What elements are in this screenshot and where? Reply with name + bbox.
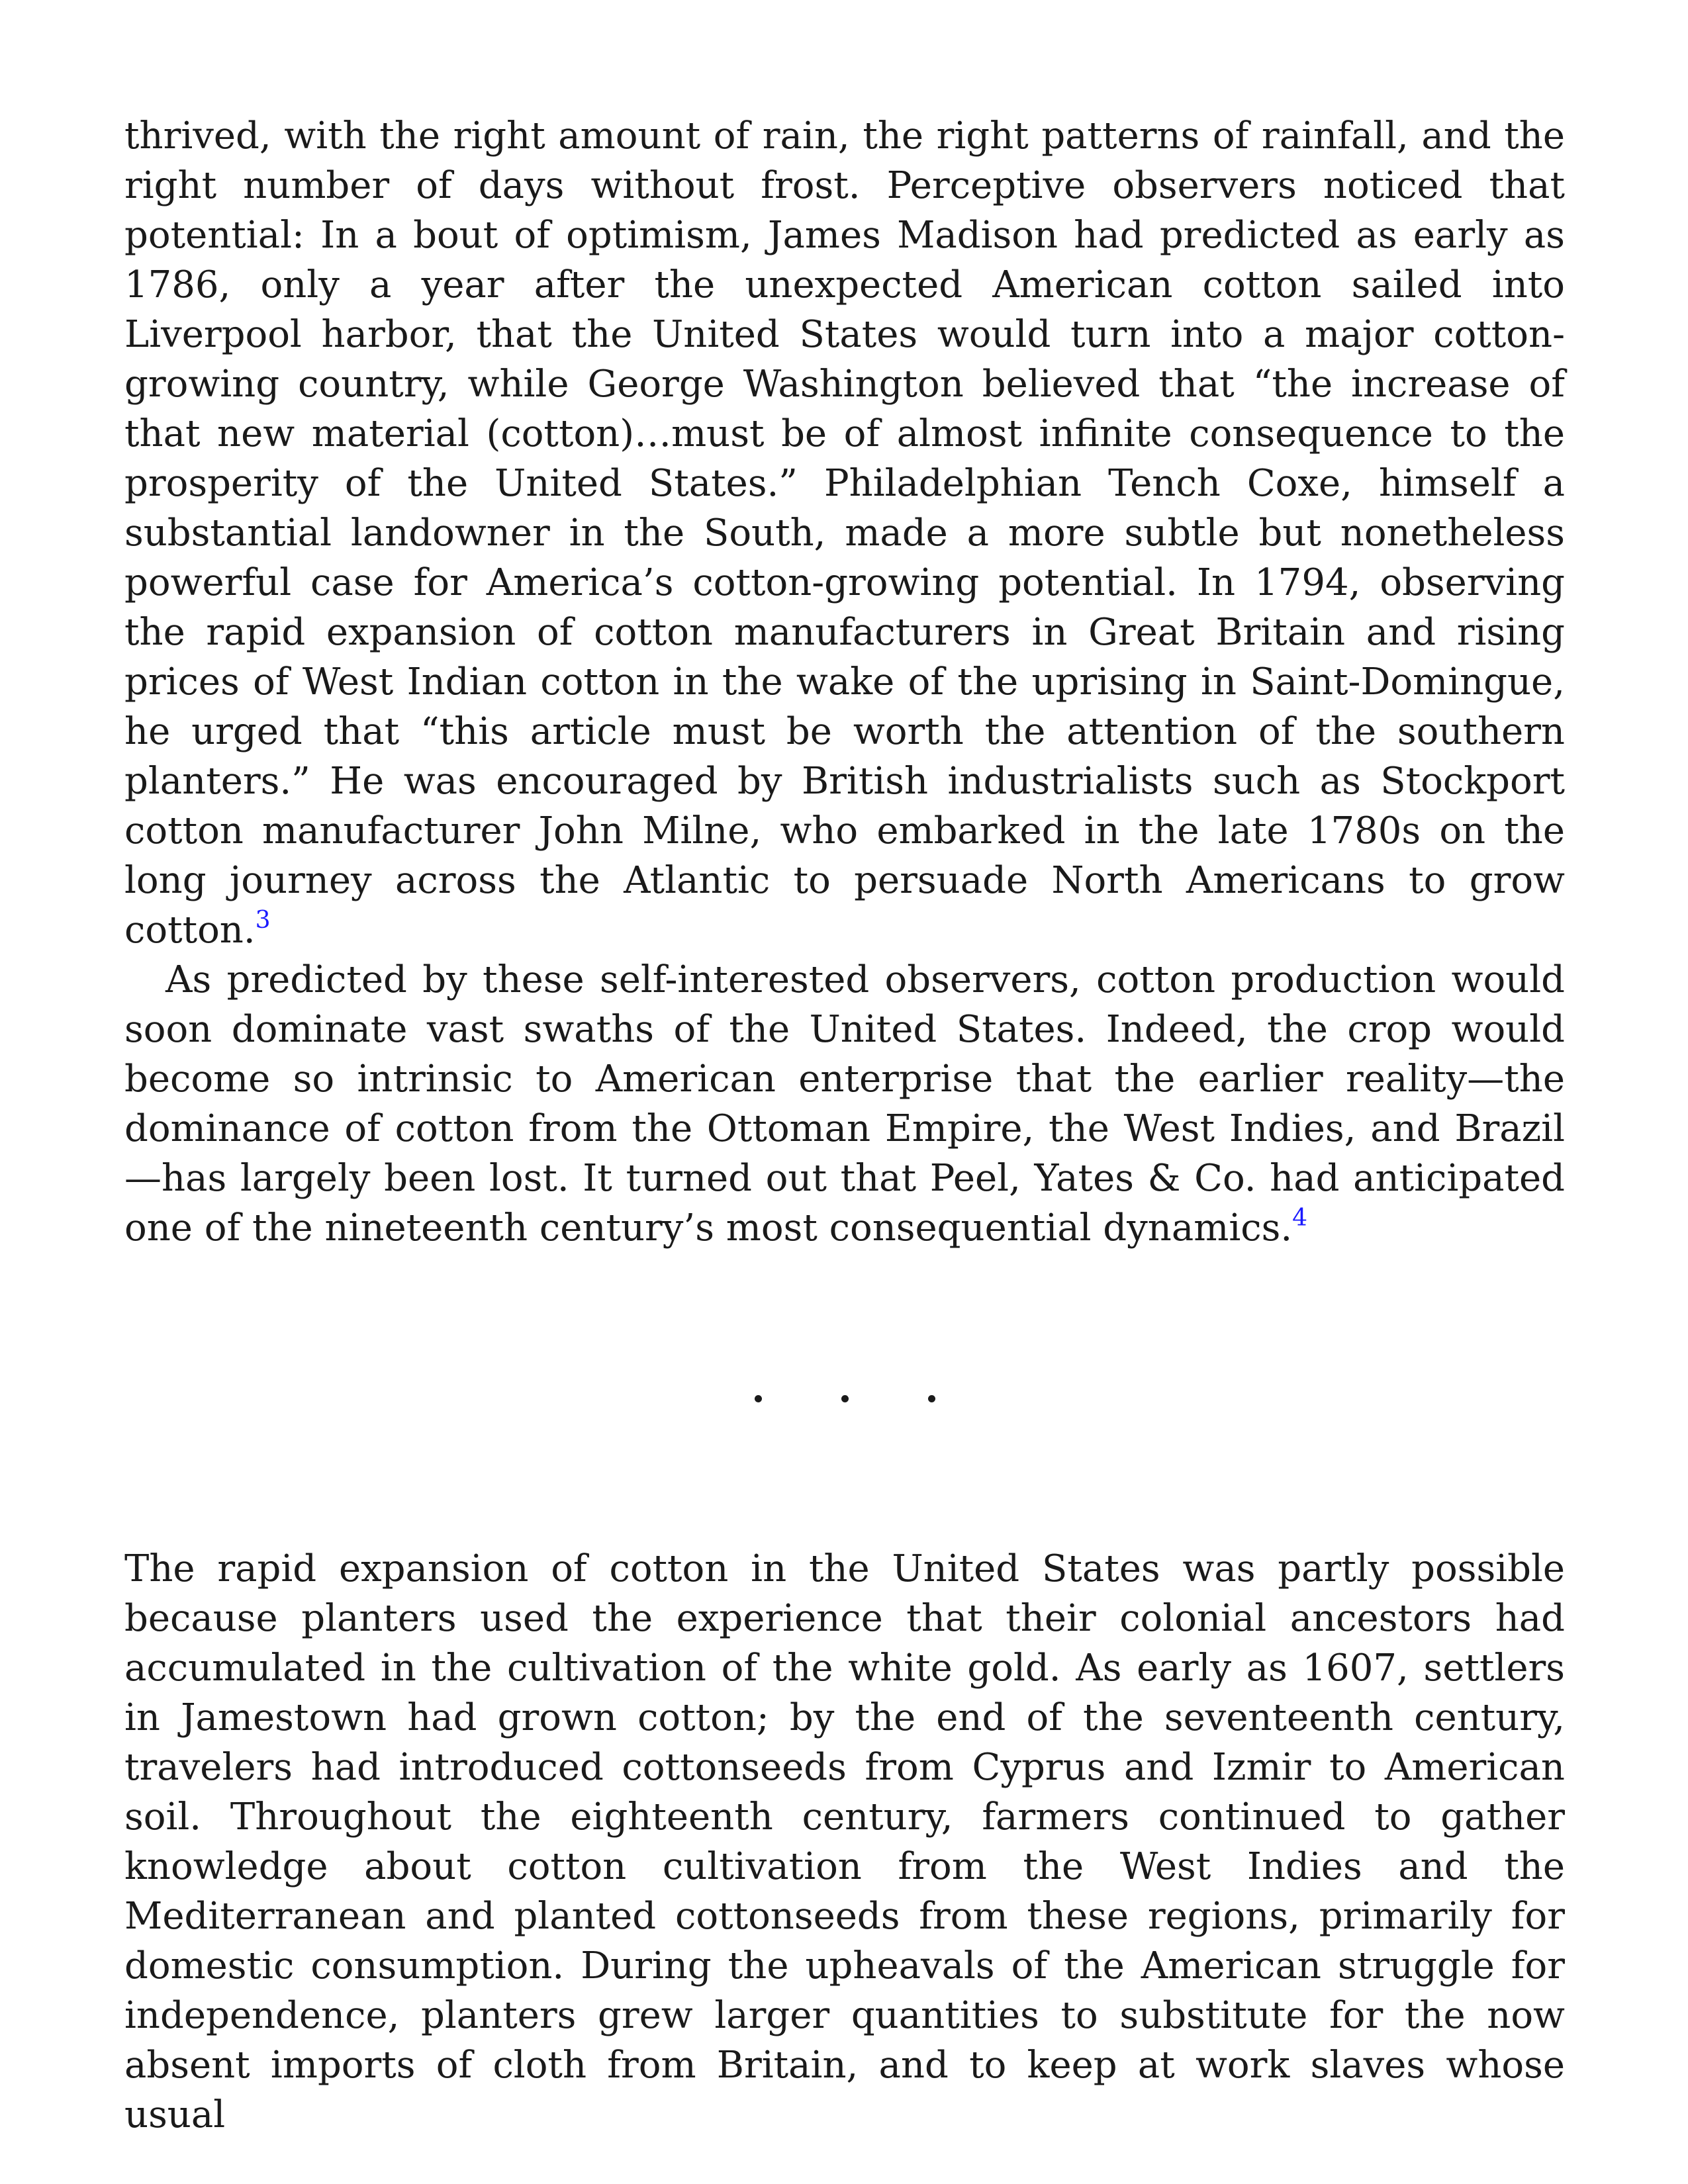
paragraph-3	[124, 1544, 1565, 2140]
paragraph-2-text: As predicted by these self-interested observers, cotton production would soon dominate vast swaths of the United States. Indeed, the crop would become so intrinsic to American enterprise that the earlier reality—the dominance of cotton from the Ottoman Empire, the West Indies, and Brazil—has largely been lost. It turned out that Peel, Yates & Co. had anticipated one of the nineteenth century’s most consequential dynamics.	[124, 958, 1565, 1250]
separator-dot	[755, 1395, 762, 1402]
footnote-ref-4[interactable]: 4	[1292, 1205, 1308, 1232]
separator-dot	[841, 1395, 849, 1402]
paragraph-1-text: thrived, with the right amount of rain, the right patterns of rainfall, and the right number of days without frost. Perceptive observers noticed that potential: In a bout of optimism, James Madison had predicted as early as 1786, only a year after the unexpected American cotton sailed into Liverpool harbor, that the United States would turn into a major cotton-growing country, while George Washington believed that “the increase of that new material (cotton)…must be of almost infinite consequence to the prosperity of the United States.” Philadelphian Tench Coxe, himself a substantial landowner in the South, made a more subtle but nonetheless powerful case for America’s cotton-growing potential. In 1794, observing the rapid expansion of cotton manufacturers in Great Britain and rising prices of West Indian cotton in the wake of the uprising in Saint-Domingue, he urged that “this article must be worth the attention of the southern planters.” He was encouraged by British industrialists such as Stockport cotton manufacturer John Milne, who embarked in the late 1780s on the long journey across the Atlantic to persuade North Americans to grow cotton.	[124, 114, 1565, 952]
separator-dot	[928, 1395, 935, 1402]
paragraph-3-text: The rapid expansion of cotton in the United States was partly possible because planters used the experience that their colonial ancestors had accumulated in the cultivation of the white gold. As early as 1607, settlers in Jamestown had grown cotton; by the end of the seventeenth century, travelers had introduced cottonseeds from Cyprus and Izmir to American soil. Throughout the eighteenth century, farmers continued to gather knowledge about cotton cultivation from the West Indies and the Mediterranean and planted cottonseeds from these regions, primarily for domestic consumption. During the upheavals of the American struggle for independence, planters grew larger quantities to substitute for the now absent imports of cloth from Britain, and to keep at work slaves whose usual	[124, 1547, 1565, 2136]
paragraph-2	[124, 955, 1565, 1253]
paragraph-1	[124, 111, 1565, 955]
page-body	[124, 111, 1565, 2140]
section-separator	[124, 1253, 1565, 1544]
footnote-ref-3[interactable]: 3	[255, 907, 271, 934]
